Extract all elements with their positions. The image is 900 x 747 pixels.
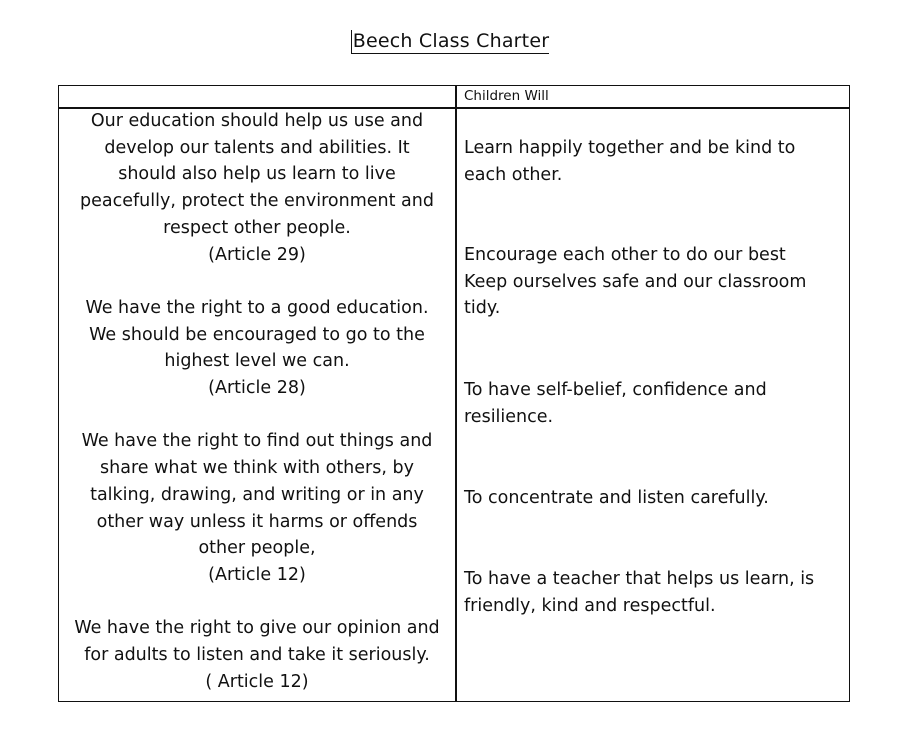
rights-line: respect other people.: [163, 217, 351, 238]
commitment-line: Encourage each other to do our best: [464, 245, 786, 265]
commitment-line: tidy.: [464, 298, 501, 319]
rights-line: talking, drawing, and writing or in any: [90, 484, 424, 505]
commitment-line: friendly, kind and respectful.: [464, 595, 716, 616]
rights-line: peacefully, protect the environment and: [80, 191, 434, 212]
rights-line: should also help us learn to live: [118, 164, 396, 185]
article-reference: (Article 12): [208, 564, 306, 585]
commitment-line: each other.: [464, 164, 563, 185]
commitment-line: resilience.: [464, 406, 554, 427]
rights-line: We have the right to a good education.: [85, 297, 429, 318]
rights-line: We should be encouraged to go to the: [89, 324, 425, 345]
rights-line: for adults to listen and take it seriously.: [84, 645, 430, 666]
commitment-line: To have a teacher that helps us learn, is: [464, 569, 815, 589]
rights-line: We have the right to give our opinion and: [74, 618, 440, 639]
spacer-line: [59, 589, 455, 616]
commitment-item: [464, 377, 767, 430]
rights-line: Our education should help us use and: [90, 111, 424, 131]
rights-line: share what we think with others, by: [100, 458, 414, 479]
spacer-line: [59, 268, 455, 295]
commitment-item: [464, 135, 795, 188]
charter-table: [58, 85, 850, 702]
rights-line: other way unless it harms or offends: [96, 511, 418, 532]
commitment-item: [464, 566, 814, 619]
children-will-header: Children Will: [464, 88, 549, 104]
article-reference: ( Article 12): [205, 671, 309, 692]
article-reference: (Article 28): [208, 378, 306, 399]
commitment-item: [464, 485, 769, 512]
commitment-line: Learn happily together and be kind to: [464, 138, 796, 158]
rights-line: highest level we can.: [164, 351, 350, 372]
commitment-line: To have self-belief, confidence and: [464, 380, 767, 400]
commitment-line: To concentrate and listen carefully.: [464, 488, 769, 508]
title-text: Beech Class Charter: [352, 30, 550, 52]
spacer-line: [59, 402, 455, 429]
rights-line: develop our talents and abilities. It: [104, 137, 410, 158]
page-title: [0, 30, 900, 54]
rights-column: [59, 108, 455, 695]
column-divider: [455, 86, 457, 701]
rights-line: We have the right to find out things and: [81, 431, 433, 452]
commitment-line: Keep ourselves safe and our classroom: [464, 271, 807, 292]
article-reference: (Article 29): [208, 244, 306, 265]
commitment-item: [464, 242, 806, 322]
rights-line: other people,: [198, 538, 316, 559]
